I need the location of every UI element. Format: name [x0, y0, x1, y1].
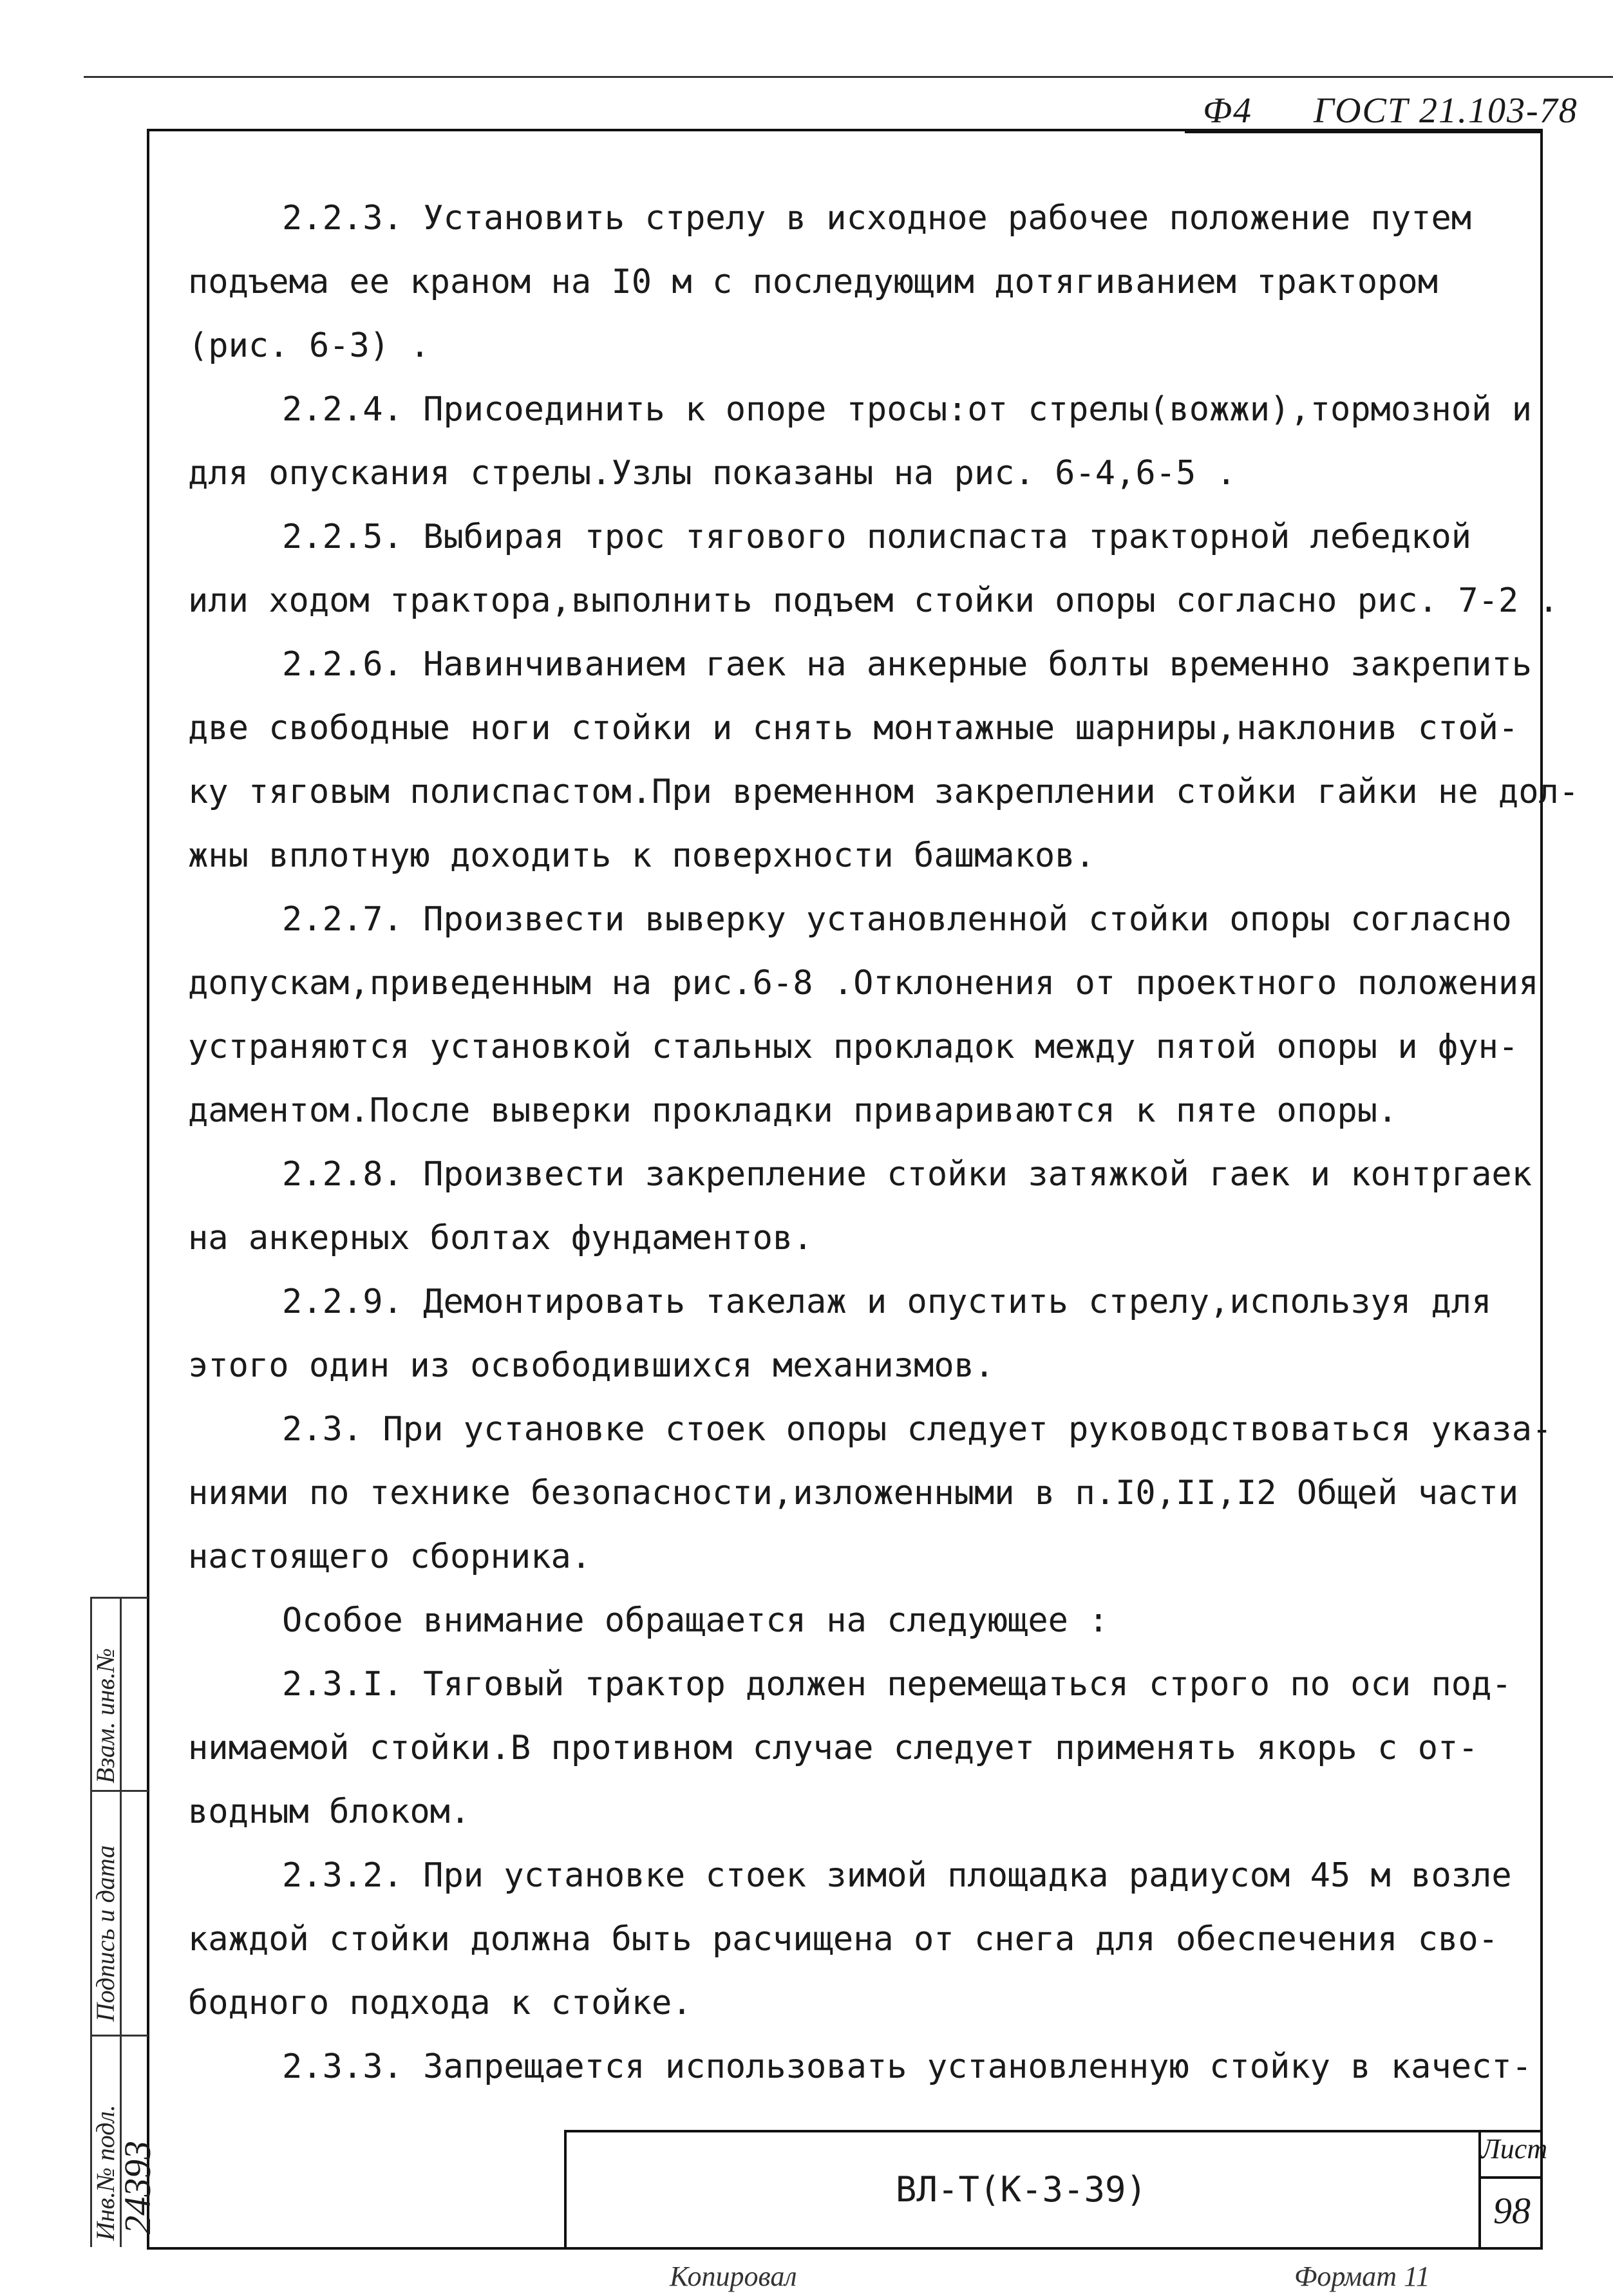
footer-copied: Копировал: [670, 2261, 797, 2292]
paragraph-line: нимаемой стойки.В противном случае следует применять якорь с от-: [188, 1729, 1478, 1767]
paragraph-line: для опускания стрелы.Узлы показаны на рис. 6-4,6-5 .: [188, 454, 1236, 493]
inv-label: Инв.№ подл.: [91, 2105, 120, 2241]
footer-format: Формат 11: [1294, 2261, 1430, 2292]
paragraph-line: 2.3.I. Тяговый трактор должен перемещаться строго по оси под-: [282, 1665, 1512, 1704]
paragraph-line: или ходом трактора,выполнить подъем стойки опоры согласно рис. 7-2 .: [188, 581, 1559, 620]
paragraph-line: 2.3.3. Запрещается использовать установленную стойку в качест-: [282, 2047, 1533, 2086]
replace-inv-label: Взам. инв.№: [91, 1648, 120, 1783]
strip-divider: [90, 2035, 148, 2037]
paragraph-line: (рис. 6-3) .: [188, 326, 430, 365]
paragraph-line: бодного подхода к стойке.: [188, 1984, 692, 2022]
paragraph-line: даментом.После выверки прокладки привариваются к пяте опоры.: [188, 1091, 1398, 1130]
top-rule: [84, 76, 1613, 78]
paragraph-line: жны вплотную доходить к поверхности башмаков.: [188, 836, 1095, 875]
paragraph-line: этого один из освободившихся механизмов.: [188, 1346, 995, 1385]
paragraph-line: водным блоком.: [188, 1793, 471, 1831]
paragraph-line: 2.3.2. При установке стоек зимой площадка радиусом 45 м возле: [282, 1856, 1512, 1895]
document-body: [188, 187, 1580, 2099]
paragraph-line: устраняются установкой стальных прокладок между пятой опоры и фун-: [188, 1028, 1519, 1066]
sign-date-label: Подпись и дата: [91, 1845, 120, 2022]
paragraph-line: 2.2.8. Произвести закрепление стойки затяжкой гаек и контргаек: [282, 1155, 1533, 1194]
header-f-mark: Ф4: [1203, 91, 1253, 131]
paragraph-line: допускам,приведенным на рис.6-8 .Отклонения от проектного положения: [188, 964, 1539, 1002]
paragraph-line: ку тяговым полиспастом.При временном закреплении стойки гайки не дол-: [188, 773, 1580, 811]
paragraph-line: 2.2.9. Демонтировать такелаж и опустить стрелу,используя для: [282, 1283, 1492, 1321]
paragraph-line: 2.2.4. Присоединить к опоре тросы:от стрелы(вожжи),тормозной и: [282, 390, 1533, 429]
paragraph-line: две свободные ноги стойки и снять монтажные шарниры,наклонив стой-: [188, 709, 1519, 748]
document-code: ВЛ-Т(К-3-39): [895, 2169, 1147, 2210]
header-gost: ГОСТ 21.103-78: [1314, 91, 1578, 131]
paragraph-line: Особое внимание обращается на следующее :: [282, 1601, 1109, 1640]
inv-number: 24393: [117, 2141, 158, 2234]
paragraph-line: подъема ее краном на I0 м с последующим дотягиванием трактором: [188, 263, 1438, 301]
title-block-divider: [1478, 2176, 1543, 2179]
paragraph-line: 2.3. При установке стоек опоры следует руководствоваться указа-: [282, 1410, 1552, 1449]
paragraph-line: ниями по технике безопасности,изложенными в п.I0,II,I2 Общей части: [188, 1474, 1519, 1512]
paragraph-line: настоящего сборника.: [188, 1538, 592, 1576]
paragraph-line: 2.2.5. Выбирая трос тягового полиспаста тракторной лебедкой: [282, 518, 1472, 556]
sheet-number: 98: [1493, 2190, 1531, 2232]
sheet-label: Лист: [1481, 2133, 1548, 2165]
paragraph-line: каждой стойки должна быть расчищена от снега для обеспечения сво-: [188, 1920, 1498, 1959]
paragraph-line: 2.2.7. Произвести выверку установленной стойки опоры согласно: [282, 900, 1512, 939]
paragraph-line: на анкерных болтах фундаментов.: [188, 1219, 813, 1257]
paragraph-line: 2.2.6. Навинчиванием гаек на анкерные болты временно закрепить: [282, 645, 1533, 684]
paragraph-line: 2.2.3. Установить стрелу в исходное рабочее положение путем: [282, 199, 1472, 238]
strip-divider: [90, 1790, 148, 1792]
